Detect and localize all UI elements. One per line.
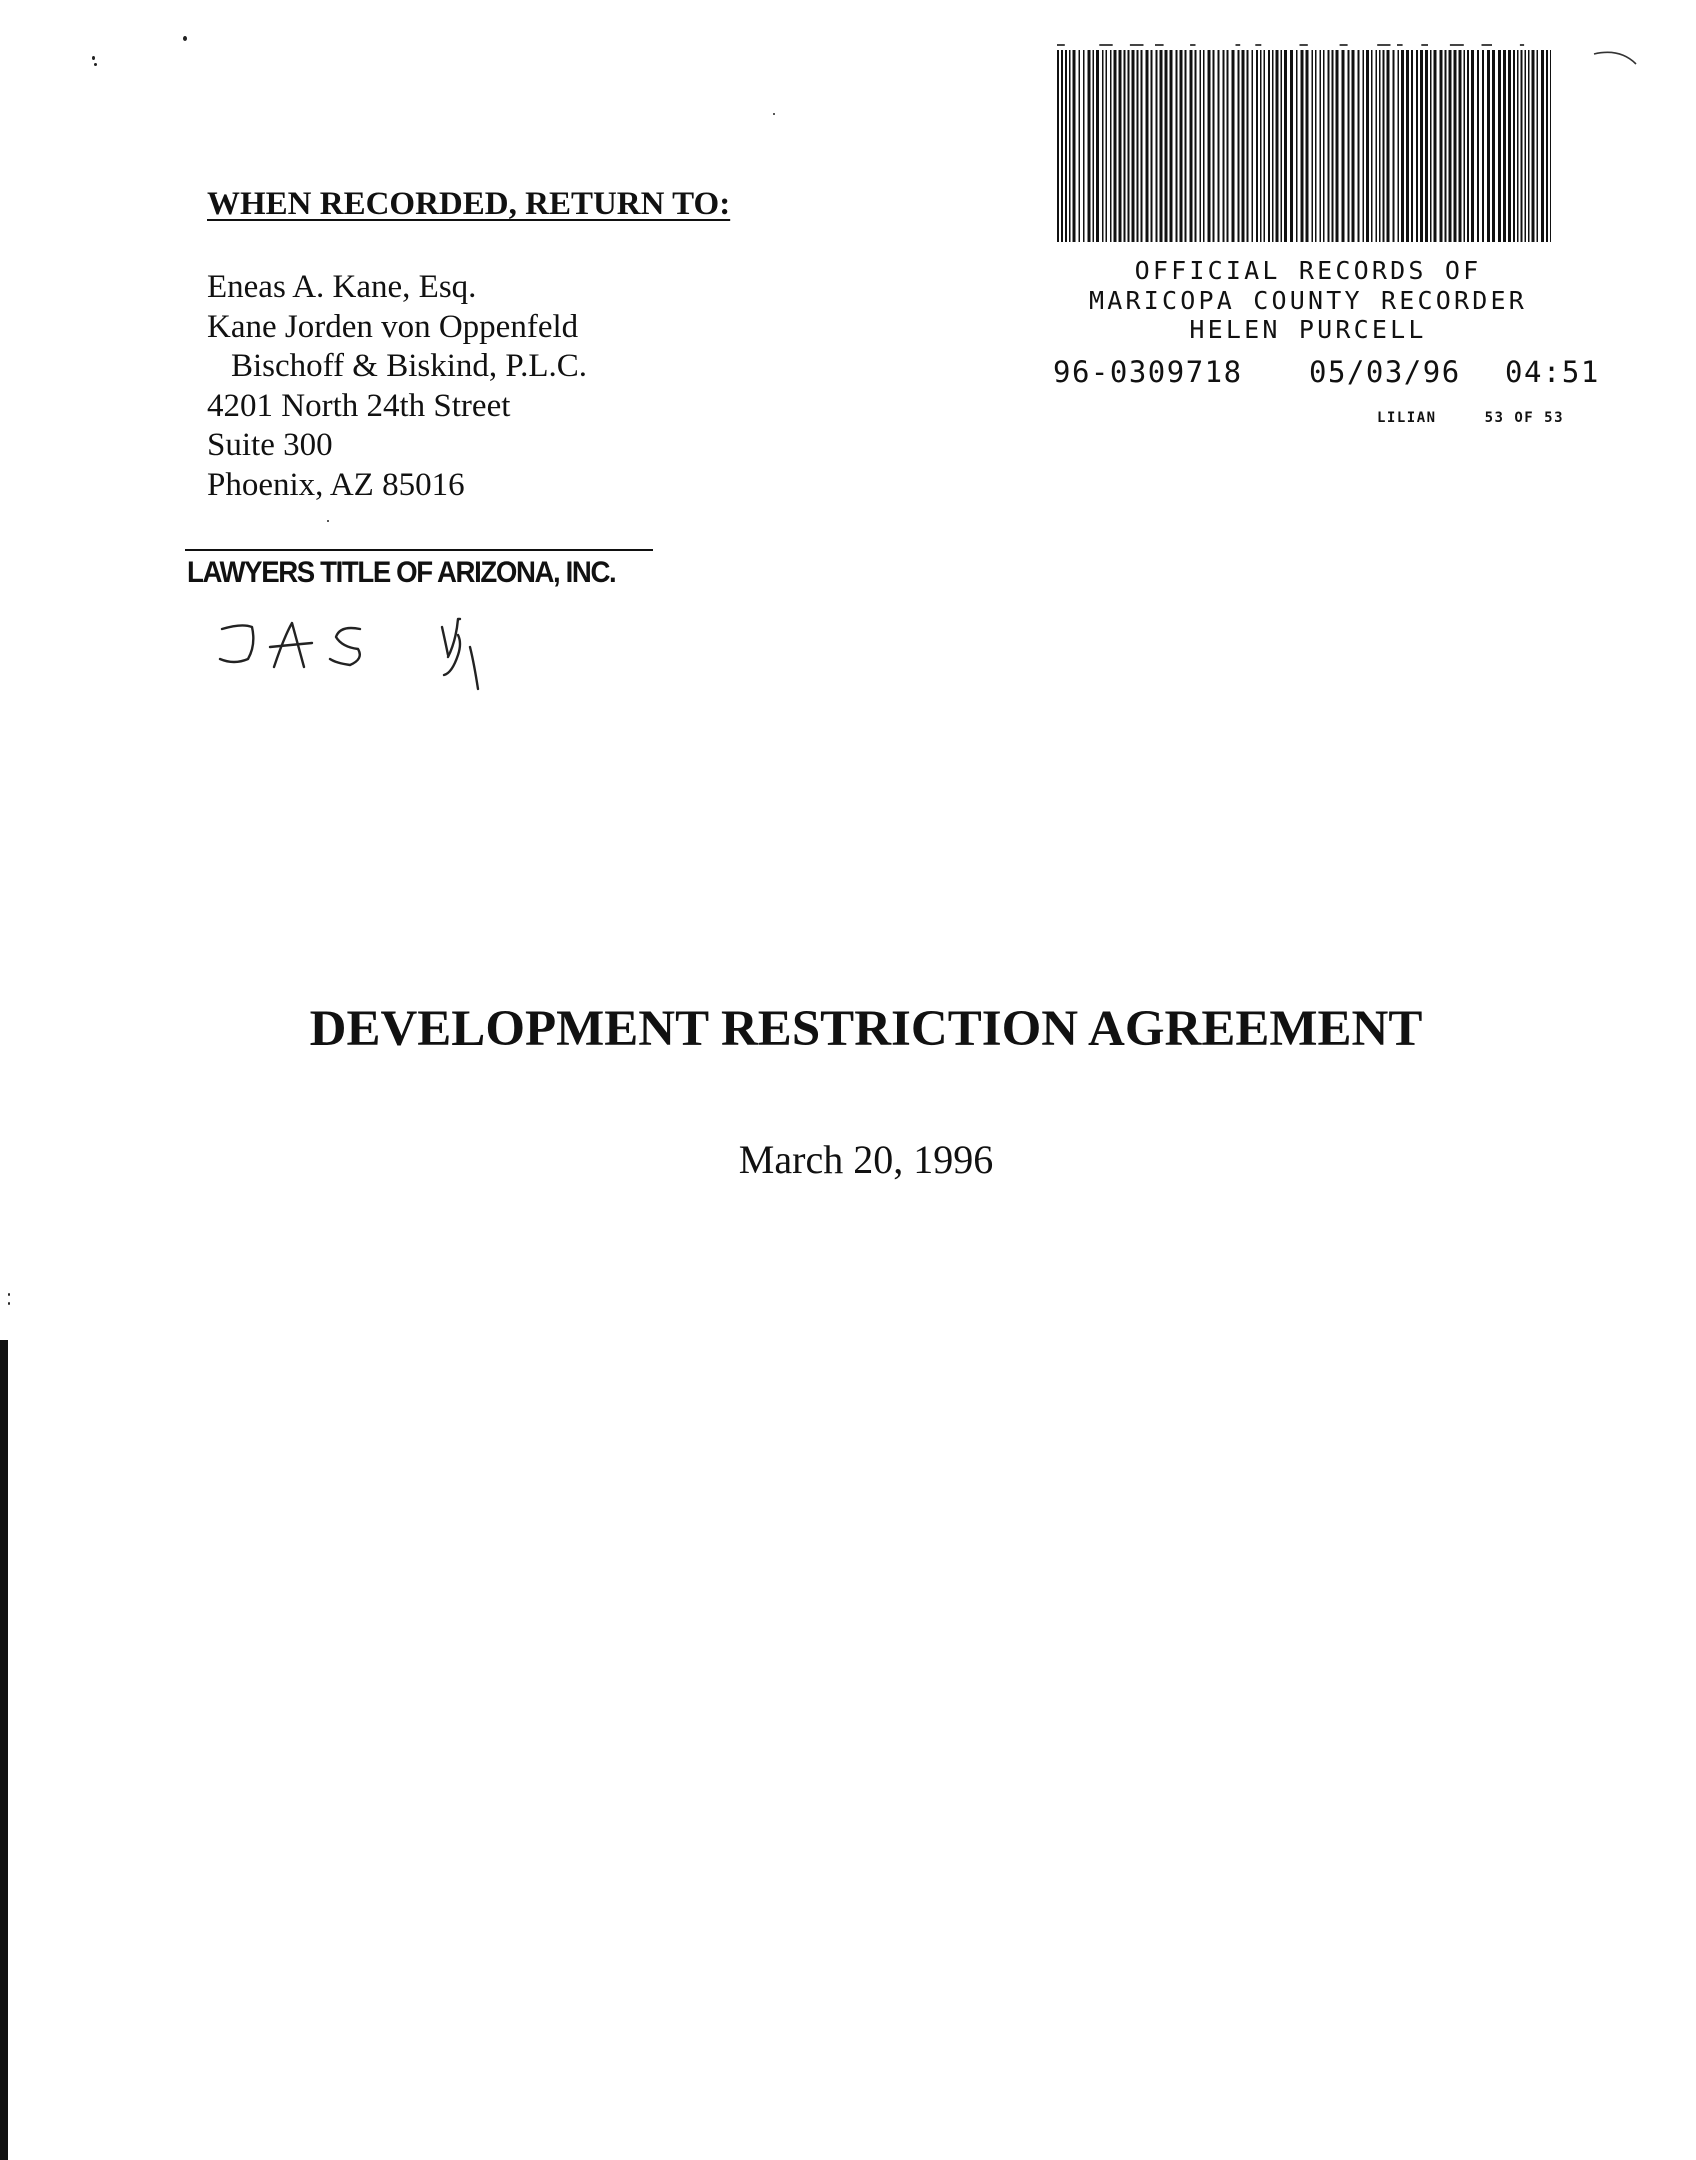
barcode-bar <box>1170 50 1173 242</box>
barcode-bar <box>1264 50 1266 242</box>
clerk-name: LILIAN <box>1377 410 1437 426</box>
barcode-bar <box>1223 50 1225 242</box>
barcode-bar <box>1185 50 1187 242</box>
barcode-bar <box>1498 50 1501 242</box>
barcode-bar <box>1546 50 1548 242</box>
scan-corner-mark <box>1592 46 1638 66</box>
barcode-bar <box>1440 50 1443 242</box>
address-line-city: Phoenix, AZ 85016 <box>207 466 465 503</box>
barcode-bar <box>1387 50 1390 242</box>
barcode-bar <box>1336 50 1339 242</box>
recording-number: 96-0309718 <box>1053 355 1243 389</box>
barcode-bar <box>1376 50 1378 242</box>
barcode-bar <box>1146 50 1149 242</box>
barcode-bar <box>1165 50 1168 242</box>
barcode-bar <box>1124 50 1126 242</box>
barcode-bar <box>1088 50 1091 242</box>
barcode-bar <box>1176 50 1178 242</box>
barcode-bar <box>1358 50 1360 242</box>
barcode-bar <box>1434 50 1437 242</box>
scan-speck <box>183 36 187 41</box>
barcode-bar <box>1487 50 1490 242</box>
barcode-bar <box>1102 50 1104 242</box>
barcode-header-mark <box>1130 44 1144 46</box>
barcode-bar <box>1445 50 1447 242</box>
barcode-header-mark <box>1099 44 1112 46</box>
barcode-bar <box>1057 50 1059 242</box>
barcode-bar <box>1425 50 1428 242</box>
scan-speck <box>94 63 97 66</box>
barcode-bar <box>1503 50 1506 242</box>
barcode-bar <box>1137 50 1139 242</box>
clerk-info-line <box>1377 410 1564 426</box>
barcode-bar <box>1348 50 1350 242</box>
scan-speck <box>327 520 329 522</box>
barcode-bar <box>1323 50 1325 242</box>
document-date: March 20, 1996 <box>738 1137 994 1182</box>
barcode-bar <box>1482 50 1484 242</box>
barcode-bar <box>1416 50 1418 242</box>
handwritten-initials <box>212 615 512 725</box>
barcode-bar <box>1151 50 1153 242</box>
recording-barcode <box>1057 50 1551 242</box>
barcode-bar <box>1411 50 1413 242</box>
barcode-bar <box>1200 50 1202 242</box>
barcode-header-mark <box>1255 44 1261 46</box>
barcode-bar <box>1352 50 1355 242</box>
barcode-bar <box>1218 50 1220 242</box>
barcode-bar <box>1093 50 1095 242</box>
barcode-header-mark <box>1421 44 1428 46</box>
barcode-bar <box>1256 50 1258 242</box>
barcode-header-mark <box>1377 44 1390 46</box>
barcode-bar <box>1342 50 1345 242</box>
return-to-heading: WHEN RECORDED, RETURN TO: <box>207 186 731 222</box>
barcode-bar <box>1242 50 1245 242</box>
barcode-bar <box>1106 50 1108 242</box>
address-line-suite: Suite 300 <box>207 427 333 463</box>
barcode-bar <box>1156 50 1158 242</box>
barcode-bar <box>1332 50 1334 242</box>
barcode-bar <box>1430 50 1432 242</box>
barcode-bar <box>1141 50 1143 242</box>
barcode-bar <box>1537 50 1539 242</box>
barcode-bar <box>1110 50 1112 242</box>
recorder-office-block <box>1048 256 1568 345</box>
barcode-bar <box>1320 50 1322 242</box>
recording-info-line <box>1053 355 1600 389</box>
barcode-header-mark <box>1155 44 1164 46</box>
recorder-line-recorder-name: HELEN PURCELL <box>1189 315 1427 344</box>
barcode-header-mark <box>1236 44 1241 46</box>
stamp-top-rule <box>185 549 653 551</box>
barcode-bar <box>1296 50 1298 242</box>
barcode-bar <box>1328 50 1330 242</box>
barcode-bar <box>1272 50 1274 242</box>
barcode-bar <box>1371 50 1373 242</box>
barcode-header-mark <box>1057 44 1065 46</box>
recorder-line-county: MARICOPA COUNTY RECORDER <box>1088 285 1528 315</box>
barcode-bar <box>1065 50 1067 242</box>
title-company-stamp: LAWYERS TITLE OF ARIZONA, INC. <box>187 556 616 589</box>
barcode-bar <box>1492 50 1495 242</box>
barcode-bar <box>1073 50 1076 242</box>
barcode-bar <box>1290 50 1293 242</box>
barcode-bar <box>1083 50 1085 242</box>
barcode-bar <box>1180 50 1183 242</box>
barcode-bar <box>1528 50 1530 242</box>
barcode-bar <box>1471 50 1474 242</box>
address-line-firm: Kane Jorden von Oppenfeld <box>207 308 579 345</box>
barcode-header-mark <box>1300 44 1308 46</box>
barcode-bar <box>1513 50 1515 242</box>
barcode-bar <box>1464 50 1466 242</box>
barcode-header-mark <box>1397 44 1403 46</box>
barcode-bar <box>1119 50 1122 242</box>
barcode-bar <box>1203 50 1205 242</box>
barcode-bar <box>1247 50 1249 242</box>
address-line-firm-cont: Bischoff & Biskind, P.L.C. <box>231 348 588 384</box>
barcode-bar <box>1379 50 1381 242</box>
barcode-bar <box>1195 50 1197 242</box>
recording-date: 05/03/96 <box>1309 355 1461 389</box>
barcode-bar <box>1406 50 1409 242</box>
barcode-bar <box>1232 50 1235 242</box>
barcode-bar <box>1069 50 1071 242</box>
barcode-bar <box>1268 50 1270 242</box>
barcode-bar <box>1383 50 1385 242</box>
barcode-bar <box>1454 50 1457 242</box>
barcode-bar <box>1532 50 1535 242</box>
barcode-header-mark <box>1450 44 1464 46</box>
barcode-header-marks <box>1057 44 1551 48</box>
barcode-header-mark <box>1520 44 1524 46</box>
barcode-bar <box>1260 50 1262 242</box>
barcode-bar <box>1281 50 1283 242</box>
barcode-bar <box>1508 50 1511 242</box>
barcode-bar <box>1363 50 1365 242</box>
barcode-bar <box>1393 50 1395 242</box>
barcode-bar <box>1315 50 1317 242</box>
barcode-bar <box>1208 50 1211 242</box>
barcode-bar <box>1366 50 1369 242</box>
barcode-bar <box>1467 50 1469 242</box>
scan-left-edge <box>0 1340 8 2160</box>
document-title: DEVELOPMENT RESTRICTION AGREEMENT <box>309 1001 1423 1057</box>
barcode-bar <box>1227 50 1229 242</box>
barcode-header-mark <box>1482 44 1493 46</box>
barcode-bar <box>1160 50 1163 242</box>
barcode-bar <box>1459 50 1462 242</box>
barcode-bar <box>1449 50 1452 242</box>
barcode-bar <box>1252 50 1254 242</box>
barcode-bar <box>1401 50 1404 242</box>
barcode-bar <box>1301 50 1304 242</box>
barcode-header-mark <box>1190 44 1195 46</box>
barcode-bar <box>1541 50 1544 242</box>
barcode-bar <box>1114 50 1117 242</box>
barcode-bar <box>1521 50 1523 242</box>
barcode-bar <box>1238 50 1240 242</box>
barcode-header-mark <box>1340 44 1348 46</box>
barcode-bar <box>1284 50 1287 242</box>
barcode-bar <box>1420 50 1423 242</box>
scan-speck <box>8 1293 10 1296</box>
address-line-name: Eneas A. Kane, Esq. <box>207 269 477 305</box>
page-count: 53 OF 53 <box>1484 410 1565 426</box>
barcode-bar <box>1517 50 1519 242</box>
barcode-bar <box>1061 50 1063 242</box>
return-address-block <box>207 268 587 505</box>
recording-time: 04:51 <box>1505 355 1600 389</box>
barcode-bar <box>1190 50 1193 242</box>
scan-speck <box>773 113 775 115</box>
barcode-bar <box>1132 50 1135 242</box>
barcode-bar <box>1306 50 1309 242</box>
barcode-bar <box>1096 50 1099 242</box>
recorder-line-official-records: OFFICIAL RECORDS OF <box>1134 256 1482 285</box>
barcode-bar <box>1312 50 1314 242</box>
barcode-bar <box>1128 50 1130 242</box>
barcode-bar <box>1477 50 1479 242</box>
scan-speck <box>8 1302 10 1305</box>
barcode-bar <box>1398 50 1400 242</box>
address-line-street: 4201 North 24th Street <box>207 387 511 424</box>
barcode-bar <box>1213 50 1215 242</box>
barcode-bar <box>1276 50 1279 242</box>
barcode-bar <box>1079 50 1081 242</box>
barcode-bar <box>1550 50 1551 242</box>
scan-speck <box>92 56 95 60</box>
barcode-bar <box>1525 50 1527 242</box>
